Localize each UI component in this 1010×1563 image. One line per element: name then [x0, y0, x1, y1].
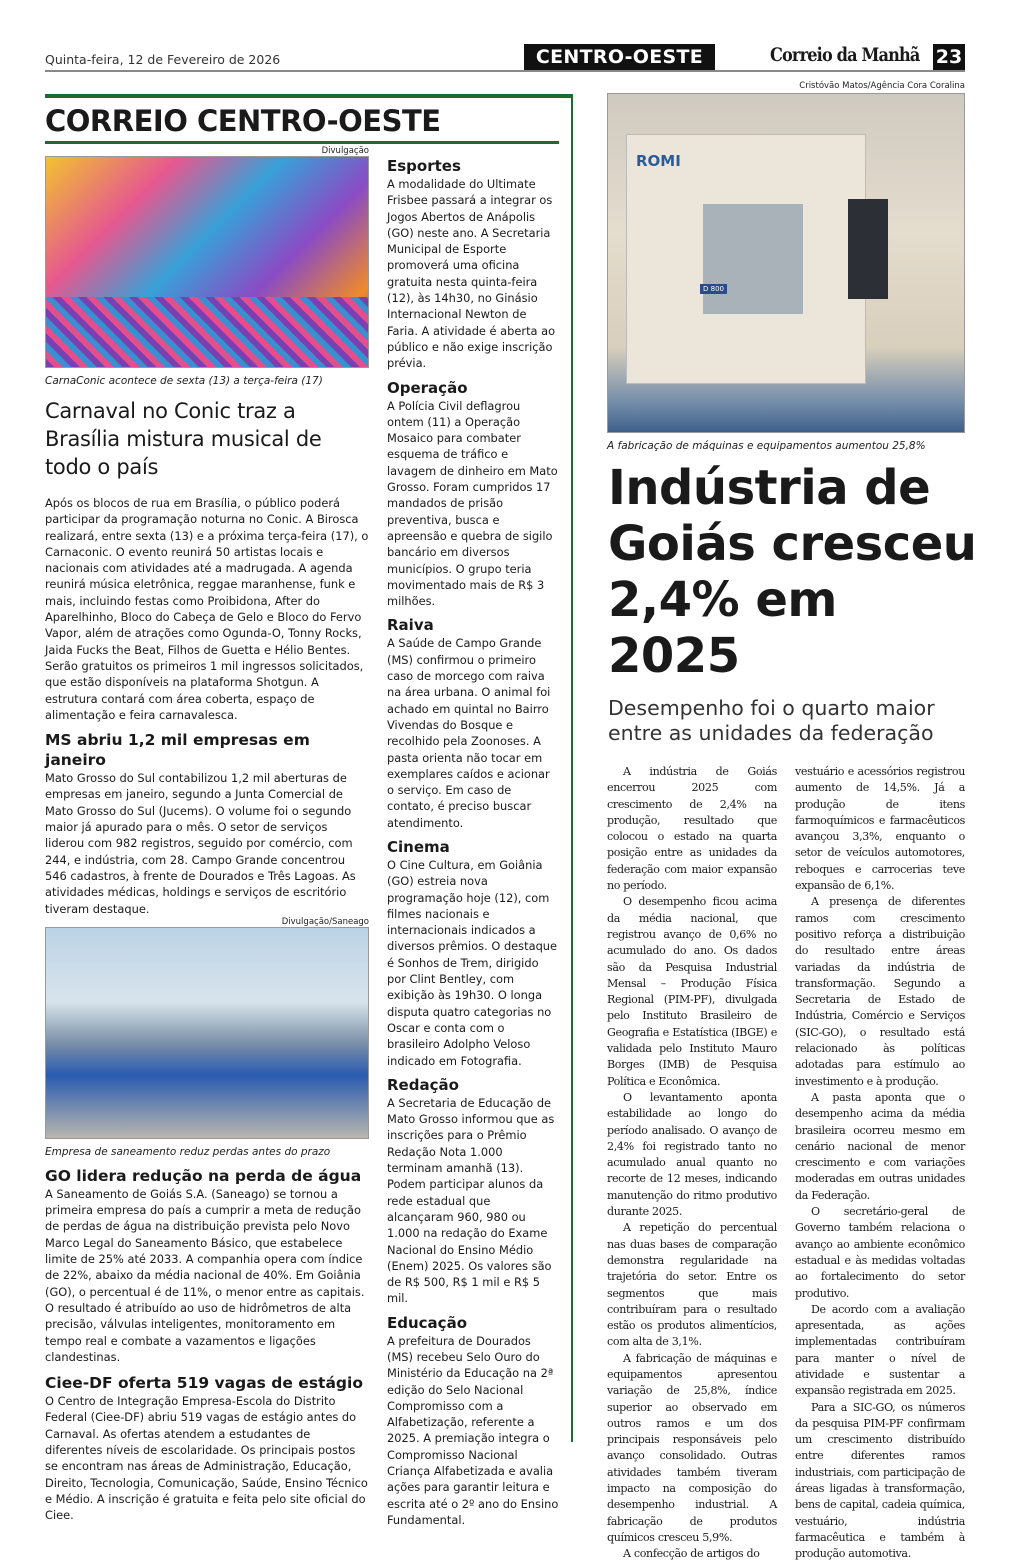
ciee-body: O Centro de Integração Empresa-Escola do Distrito Federal (Ciee-DF) abriu 519 vagas de estágio antes do Carnaval. As ofertas atendem a estudantes de diferentes níveis de escolaridade. Os principais postos se encontram nas áreas de Administração, Educação, Direito, Tecnologia, Comunicação, Saúde, Ensino Técnico e Médio. A inscrição é gratuita e feita pelo site oficial do Ciee. — [45, 1394, 368, 1523]
photo-caption: Empresa de saneamento reduz perdas antes do prazo — [45, 1145, 331, 1158]
article-paragraph: vestuário e acessórios registrou aumento de 14,5%. Já a produção de itens farmoquímicos e farmacêuticos avançou 3,3%, enquanto o setor de veículos automotores, reboques e carrocerias teve expansão de 6,1%. — [795, 765, 965, 893]
go-headline: GO lidera redução na perda de água — [45, 1166, 362, 1185]
article-paragraph: Para a SIC-GO, os números da pesquisa PIM-PF confirmam um crescimento distribuído entre diferentes ramos industriais, com participação de áreas ligadas à transformação, bens de capital, cadeia química, vestuário, indústria farmacêutica e também à produção automotiva. — [795, 1400, 965, 1561]
photo-caption: CarnaConic acontece de sexta (13) a terça-feira (17) — [45, 375, 323, 387]
ms-headline: MS abriu 1,2 mil empresas em janeiro — [45, 731, 310, 770]
article-paragraph: De acordo com a avaliação apresentada, as ações implementadas contribuíram para manter o nível de atividade e sustentar a expansão registrada em 2025. — [795, 1302, 965, 1398]
photo-credit: Cristóvão Matos/Agência Cora Coralina — [799, 81, 965, 91]
brief-title: Raiva — [387, 616, 434, 635]
brief-body: A modalidade do Ultimate Frisbee passará a integrar os Jogos Abertos de Anápolis (GO) neste ano. A Secretaria Municipal de Esporte promoverá uma oficina gratuita nesta quinta-feira (12), às 14h30, no Ginásio Internacional Newton de Faria. A atividade é aberta ao público e não exige inscrição prévia. — [387, 177, 556, 371]
main-subheadline: Desempenho foi o quarto maior entre as unidades da federação — [608, 696, 935, 745]
article-column-1 — [607, 764, 777, 1563]
header-rule — [45, 70, 965, 72]
brief-body: A Polícia Civil deflagrou ontem (11) a Operação Mosaico para combater esquema de tráfico e lavagem de dinheiro em Mato Grosso. Foram cumpridos 17 mandados de prisão preventiva, busca e apreensão e quebra de sigilo bancário em diversos municípios. O grupo teria movimentado mais de R$ 3 milhões. — [387, 398, 558, 609]
article-column-2 — [795, 764, 965, 1563]
carnaval-photo — [45, 156, 369, 368]
section-label: CENTRO-OESTE — [524, 44, 715, 70]
brief-title: Esportes — [387, 157, 461, 175]
page-number: 23 — [933, 44, 965, 70]
article-paragraph: O secretário-geral de Governo também relaciona o avanço ao ambiente econômico estadual e às medidas voltadas ao fortalecimento do setor produtivo. — [795, 1205, 965, 1300]
brief-title: Redação — [387, 1075, 459, 1094]
box-title-rule — [45, 141, 559, 144]
go-body: A Saneamento de Goiás S.A. (Saneago) se tornou a primeira empresa do país a cumprir a meta de redução de perdas de água na distribuição prevista pelo Novo Marco Legal do Saneamento Básico, que estabelece limite de 25% até 2033. A companhia opera com índice de 22%, abaixo da média nacional de 40%. Em Goiânia (GO), o percentual é de 11%, o menor entre as capitais. O resultado é atribuído ao uso de hidrômetros de alta precisão, válvulas inteligentes, monitoramento em tempo real e combate a vazamentos e ligações clandestinas. — [45, 1186, 365, 1364]
machine-photo — [607, 93, 965, 433]
ciee-headline: Ciee-DF oferta 519 vagas de estágio — [45, 1374, 363, 1393]
article-paragraph: A repetição do percentual nas duas bases de comparação demonstra regularidade na trajetória do setor. Entre os segmentos que mais contribuíram para o resultado estão os produtos alimentícios, com alta de 3,1%. — [607, 1221, 777, 1349]
photo-credit: Divulgação — [321, 146, 369, 156]
briefs-column — [387, 156, 559, 1528]
article-paragraph: O levantamento aponta estabilidade ao longo do período analisado. O avanço de 2,4% foi registrado tanto no acumulado anual quanto no recorte de 12 meses, indicando manutenção do ritmo produtivo durante 2025. — [607, 1090, 777, 1219]
newspaper-logo: Correio da Manhã — [770, 44, 920, 66]
carnaval-headline: Carnaval no Conic traz a Brasília mistura musical de todo o país — [45, 399, 322, 479]
main-headline: Indústria de Goiás cresceu 2,4% em 2025 — [608, 460, 977, 684]
issue-date: Quinta-feira, 12 de Fevereiro de 2026 — [45, 52, 281, 67]
article-paragraph: O desempenho ficou acima da média nacional, que registrou avanço de 0,6% no acumulado do ano. Os dados são da Pesquisa Industrial Mensal – Produção Física Regional (PIM-PF), divulgada pelo Instituto Brasileiro de Geografia e Estatística (IBGE) e validada pelo Instituto Mauro Borges (IMB) de Pesquisa Política e Econômica. — [607, 895, 777, 1088]
brief-title: Educação — [387, 1313, 467, 1332]
brief-title: Operação — [387, 378, 468, 397]
ms-body: Mato Grosso do Sul contabilizou 1,2 mil aberturas de empresas em janeiro, segundo a Junta Comercial de Mato Grosso do Sul (Jucems). O volume foi o segundo maior já apurado para o mês. O setor de serviços liderou com 982 registros, seguido por comércio, com 244, e indústria, com 28. Campo Grande concentrou 546 cadastros, à frente de Dourados e Três Lagoas. As atividades médicas, holdings e serviços de escritório tiveram destaque. — [45, 771, 356, 916]
brief-title: Cinema — [387, 837, 450, 856]
article-paragraph: A indústria de Goiás encerrou 2025 com crescimento de 2,4% na produção, resultado que colocou o estado na quarta posição entre as unidades da federação com maior expansão no período. — [607, 765, 777, 893]
article-paragraph: A confecção de artigos do — [623, 1547, 760, 1561]
romi-logo: ROMI — [636, 152, 681, 170]
saneago-photo — [45, 927, 369, 1139]
brief-body: A Secretaria de Educação de Mato Grosso informou que as inscrições para o Prêmio Redação Nota 1.000 terminam amanhã (13). Podem participar alunos da rede estadual que alcançaram 960, 980 ou 1.000 na redação do Exame Nacional do Ensino Médio (Enem) 2025. Os valores são de R$ 500, R$ 1 mil e R$ 5 mil. — [387, 1095, 555, 1306]
machine-model: D 800 — [700, 284, 727, 294]
box-title: CORREIO CENTRO-OESTE — [45, 104, 441, 138]
left-column — [45, 146, 369, 1523]
article-paragraph: A presença de diferentes ramos com crescimento positivo reforça a distribuição do resultado entre áreas variadas da indústria de transformação. Segundo a Secretaria de Estado de Indústria, Comércio e Serviços (SIC-GO), o resultado está relacionado às políticas adotadas para estímulo ao investimento e à produção. — [795, 895, 965, 1088]
article-paragraph: A fabricação de máquinas e equipamentos apresentou variação de 25,8%, índice superior ao observado em outros ramos e um dos principais responsáveis pelo avanço consolidado. Outras atividades também tiveram impacto na composição do desempenho industrial. A fabricação de produtos químicos cresceu 5,9%. — [607, 1351, 777, 1544]
article-paragraph: A pasta aponta que o desempenho acima da média brasileira ocorreu mesmo em cenário nacional de menor crescimento e com variações moderadas em outras unidades da Federação. — [795, 1090, 965, 1202]
carnaval-body: Após os blocos de rua em Brasília, o público poderá participar da programação noturna no Conic. A Birosca realizará, entre sexta (13) e a próxima terça-feira (17), o Carnaconic. O evento reunirá 50 artistas locais e nacionais com atividades até a madrugada. A agenda reunirá música eletrônica, reggae maranhense, funk e mais, incluindo festas como Proibidona, After do Aparelhinho, Bloco do Cabeça de Gelo e Bloco do Fervo Vapor, além de atrações como Ogunda-O, Tonny Rocks, Jaida Fucks the Beat, Filhos de Guetta e Hélio Bentes. Serão gratuitos os primeiros 1 mil ingressos solicitados, que estão disponíveis na plataforma Shotgun. A estrutura contará com área coberta, espaço de alimentação e feira carnavalesca. — [45, 496, 369, 722]
brief-body: A prefeitura de Dourados (MS) recebeu Selo Ouro do Ministério da Educação na 2ª edição do Selo Nacional Compromisso com a Alfabetização, referente a 2025. A premiação integra o Compromisso Nacional Criança Alfabetizada e avalia ações para garantir leitura e escrita até o 2º ano do Ensino Fundamental. — [387, 1333, 559, 1527]
brief-body: A Saúde de Campo Grande (MS) confirmou o primeiro caso de morcego com raiva na área urbana. O animal foi achado em quintal no Bairro Vivendas do Bosque e recolhido pela Zoonoses. A pasta orienta não tocar em exemplares caídos e acionar o serviço. Em caso de contato, é preciso buscar atendimento. — [387, 636, 551, 830]
photo-caption: A fabricação de máquinas e equipamentos aumentou 25,8% — [607, 440, 926, 452]
brief-body: O Cine Cultura, em Goiânia (GO) estreia nova programação hoje (12), com filmes nacionais e internacionais indicados a diversos prêmios. O destaque é Sonhos de Trem, dirigido por Clint Bentley, com exibição às 19h30. O longa disputa quatro categorias no Oscar e conta com o brasileiro Adolpho Veloso indicado em Fotografia. — [387, 857, 558, 1068]
photo-credit: Divulgação/Saneago — [281, 916, 369, 927]
